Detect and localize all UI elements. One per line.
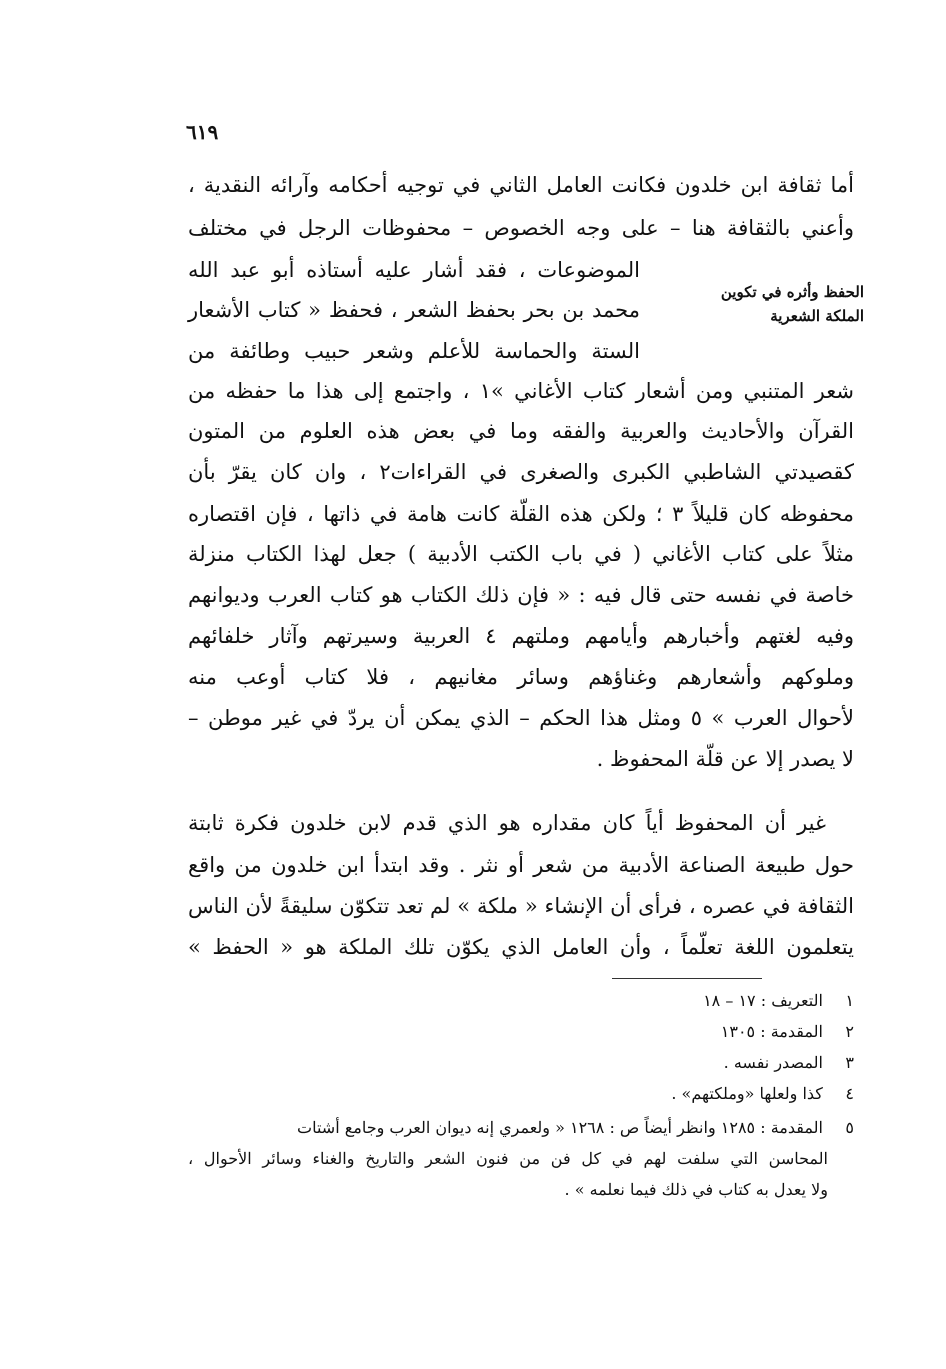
text-line: الستة والحماسة للأعلم وشعر حبيب وطائفة من — [188, 339, 640, 363]
footnote-number: ٢ — [845, 1022, 854, 1041]
text-line: وفيه لغتهم وأخبارهم وأيامهم وملتهم ٤ العربية وسيرتهم وآثار خلفائهم — [188, 624, 855, 648]
footnote-text: المصدر نفسه . — [723, 1053, 823, 1072]
text-line: الثقافة في عصره ، فرأى أن الإنشاء « ملكة » لم تعد تتكوّن سليقةً لأن الناس — [188, 894, 854, 918]
margin-note — [664, 280, 864, 328]
text-line: كقصيدتي الشاطبي الكبرى والصغرى في القراءات٢ ، وان كان يقرّ بأن — [188, 460, 854, 484]
text-line: لأحوال العرب » ٥ ومثل هذا الحكم – الذي يمكن أن يردّ في غير موطن – — [188, 706, 854, 730]
text-line: غير أن المحفوظ أياً كان مقداره هو الذي قدم لابن خلدون فكرة ثابتة — [188, 811, 826, 835]
text-line: يتعلمون اللغة تعلّماً ، وأن العامل الذي يكوّن تلك الملكة هو « الحفظ » — [188, 935, 854, 959]
page-number: ٦١٩ — [186, 120, 219, 144]
text-line: مثلاً على كتاب الأغاني ( في باب الكتب الأدبية ) جعل لهذا الكتاب منزلة — [188, 542, 854, 566]
margin-note-line: الملكة الشعرية — [770, 307, 864, 325]
footnote-rule — [612, 978, 762, 979]
footnote-number: ٣ — [845, 1053, 854, 1072]
text-line: الموضوعات ، فقد أشار عليه أستاذه أبو عبد الله — [188, 258, 640, 282]
footnote-text: كذا ولعلها «وملكتهم» . — [671, 1084, 823, 1103]
text-line: شعر المتنبي ومن أشعار كتاب الأغاني »١ ، واجتمع إلى هذا ما حفظه من — [188, 379, 854, 403]
footnote — [188, 1114, 854, 1141]
text-line: القرآن والأحاديث والعربية والفقه وما في بعض هذه العلوم من المتون — [188, 419, 854, 443]
text-line: أما ثقافة ابن خلدون فكانت العامل الثاني في توجيه أحكامه وآرائه النقدية ، — [188, 173, 854, 197]
footnote-text: التعريف : ١٧ – ١٨ — [703, 991, 823, 1010]
margin-note-line: الحفظ وأثره في تكوين — [720, 283, 864, 301]
footnote-number: ١ — [845, 991, 854, 1010]
footnote-text: المقدمة : ١٢٨٥ وانظر أيضاً ص : ١٢٦٨ « ولعمري إنه ديوان العرب وجامع أشتات — [297, 1118, 823, 1137]
text-line: محفوظه كان قليلاً ٣ ؛ ولكن هذه القلّة كانت هامة في ذاتها ، فإن اقتصاره — [188, 502, 855, 526]
text-line: وملوكهم وأشعارهم وغناؤهم وسائر مغانيهم ، فلا كتاب أوعب منه — [188, 665, 854, 689]
footnote-number: ٥ — [845, 1118, 854, 1137]
footnote-text: المقدمة : ١٣٠٥ — [720, 1022, 823, 1041]
footnote — [188, 1080, 854, 1107]
text-line: محمد بن بحر بحفظ الشعر ، فحفظ « كتاب الأشعار — [188, 298, 640, 322]
text-line: حول طبيعة الصناعة الأدبية من شعر أو نثر . وقد ابتدأ ابن خلدون من واقع — [188, 853, 854, 877]
footnote-continuation: المحاسن التي سلفت لهم في كل فن من فنون الشعر والتاريخ والغناء وسائر الأحوال ، — [188, 1149, 828, 1168]
footnote — [188, 1018, 854, 1045]
footnote — [188, 987, 854, 1014]
text-line: وأعني بالثقافة هنا – على وجه الخصوص – محفوظات الرجل في مختلف — [188, 216, 854, 240]
footnote — [188, 1049, 854, 1076]
footnote-number: ٤ — [845, 1084, 854, 1103]
text-line: لا يصدر إلا عن قلّة المحفوظ . — [596, 747, 854, 771]
text-line: خاصة في نفسه حتى قال فيه : « فإن ذلك الكتاب هو كتاب العرب وديوانهم — [188, 583, 854, 607]
footnote-continuation: ولا يعدل به كتاب في ذلك فيما نعلمه » . — [564, 1180, 828, 1199]
